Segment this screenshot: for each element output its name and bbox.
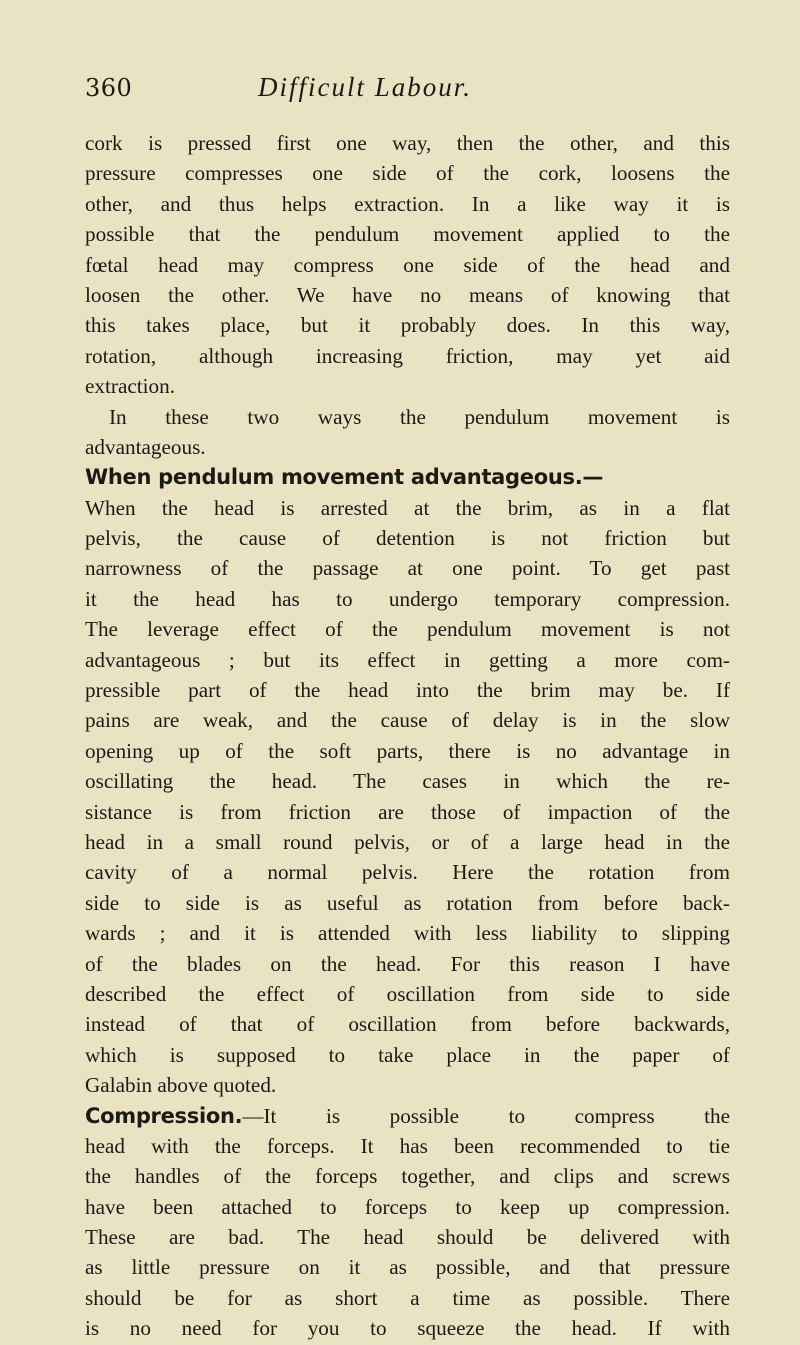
text-line: pressible part of the head into the brim may be. If	[85, 678, 730, 703]
text-line: possible that the pendulum movement applied to the	[85, 222, 730, 247]
text-line: pains are weak, and the cause of delay is in the slow	[85, 708, 730, 733]
text-line: head in a small round pelvis, or of a large head in the	[85, 829, 730, 854]
text-line: opening up of the soft parts, there is no advantage in	[85, 738, 730, 763]
text-line: In these two ways the pendulum movement is	[109, 404, 730, 429]
text-line: the handles of the forceps together, and clips and screws	[85, 1164, 730, 1189]
text-line: side to side is as useful as rotation from before back-	[85, 890, 730, 915]
text-line: pelvis, the cause of detention is not friction but	[85, 526, 730, 551]
text-line: advantageous ; but its effect in getting a more com-	[85, 647, 730, 672]
text-line: Galabin above quoted.	[85, 1073, 277, 1098]
text-line: oscillating the head. The cases in which the re-	[85, 769, 730, 794]
text-line: fœtal head may compress one side of the head and	[85, 252, 730, 277]
text-line: loosen the other. We have no means of knowing that	[85, 282, 730, 307]
text-line: which is supposed to take place in the paper of	[85, 1042, 730, 1067]
text-line: extraction.	[85, 374, 176, 399]
text-line: have been attached to forceps to keep up compression.	[85, 1194, 730, 1219]
text-line: When the head is arrested at the brim, as in a flat	[85, 495, 730, 520]
running-head: Difficult Labour.	[258, 72, 473, 102]
page-number: 360	[85, 74, 133, 102]
side-heading-line	[85, 1101, 730, 1131]
side-heading-line	[85, 462, 730, 492]
compression-lead: —It	[242, 1103, 277, 1128]
text-line: narrowness of the passage at one point. To get past	[85, 556, 730, 581]
text-line: rotation, although increasing friction, may yet aid	[85, 343, 730, 368]
text-line: of the blades on the head. For this reason I have	[85, 951, 730, 976]
side-heading-compression: Compression.	[85, 1103, 243, 1128]
text-line: should be for as short a time as possible. There	[85, 1285, 730, 1310]
text-line: pressure compresses one side of the cork, loosens the	[85, 161, 730, 186]
text-line: sistance is from friction are those of impaction of the	[85, 799, 730, 824]
text-line: described the effect of oscillation from side to side	[85, 981, 730, 1006]
text-line: is possible to compress the	[325, 1103, 730, 1128]
text-line: it the head has to undergo temporary compression.	[85, 586, 730, 611]
side-heading-pendulum: When pendulum movement advantageous.—	[85, 465, 604, 490]
text-line: cavity of a normal pelvis. Here the rotation from	[85, 860, 730, 885]
text-line: this takes place, but it probably does. In this way,	[85, 313, 730, 338]
text-line: wards ; and it is attended with less liability to slipping	[85, 921, 730, 946]
text-line: head with the forceps. It has been recommended to tie	[85, 1133, 730, 1158]
text-line: advantageous.	[85, 434, 206, 459]
text-line: instead of that of oscillation from before backwards,	[85, 1012, 730, 1037]
text-line: is no need for you to squeeze the head. If with	[85, 1316, 730, 1341]
body-text	[85, 128, 730, 1344]
text-line: The leverage effect of the pendulum movement is not	[85, 617, 730, 642]
text-line: other, and thus helps extraction. In a like way it is	[85, 191, 730, 216]
text-line: These are bad. The head should be delivered with	[85, 1225, 730, 1250]
text-line: as little pressure on it as possible, and that pressure	[85, 1255, 730, 1280]
text-line: cork is pressed first one way, then the other, and this	[85, 131, 730, 155]
